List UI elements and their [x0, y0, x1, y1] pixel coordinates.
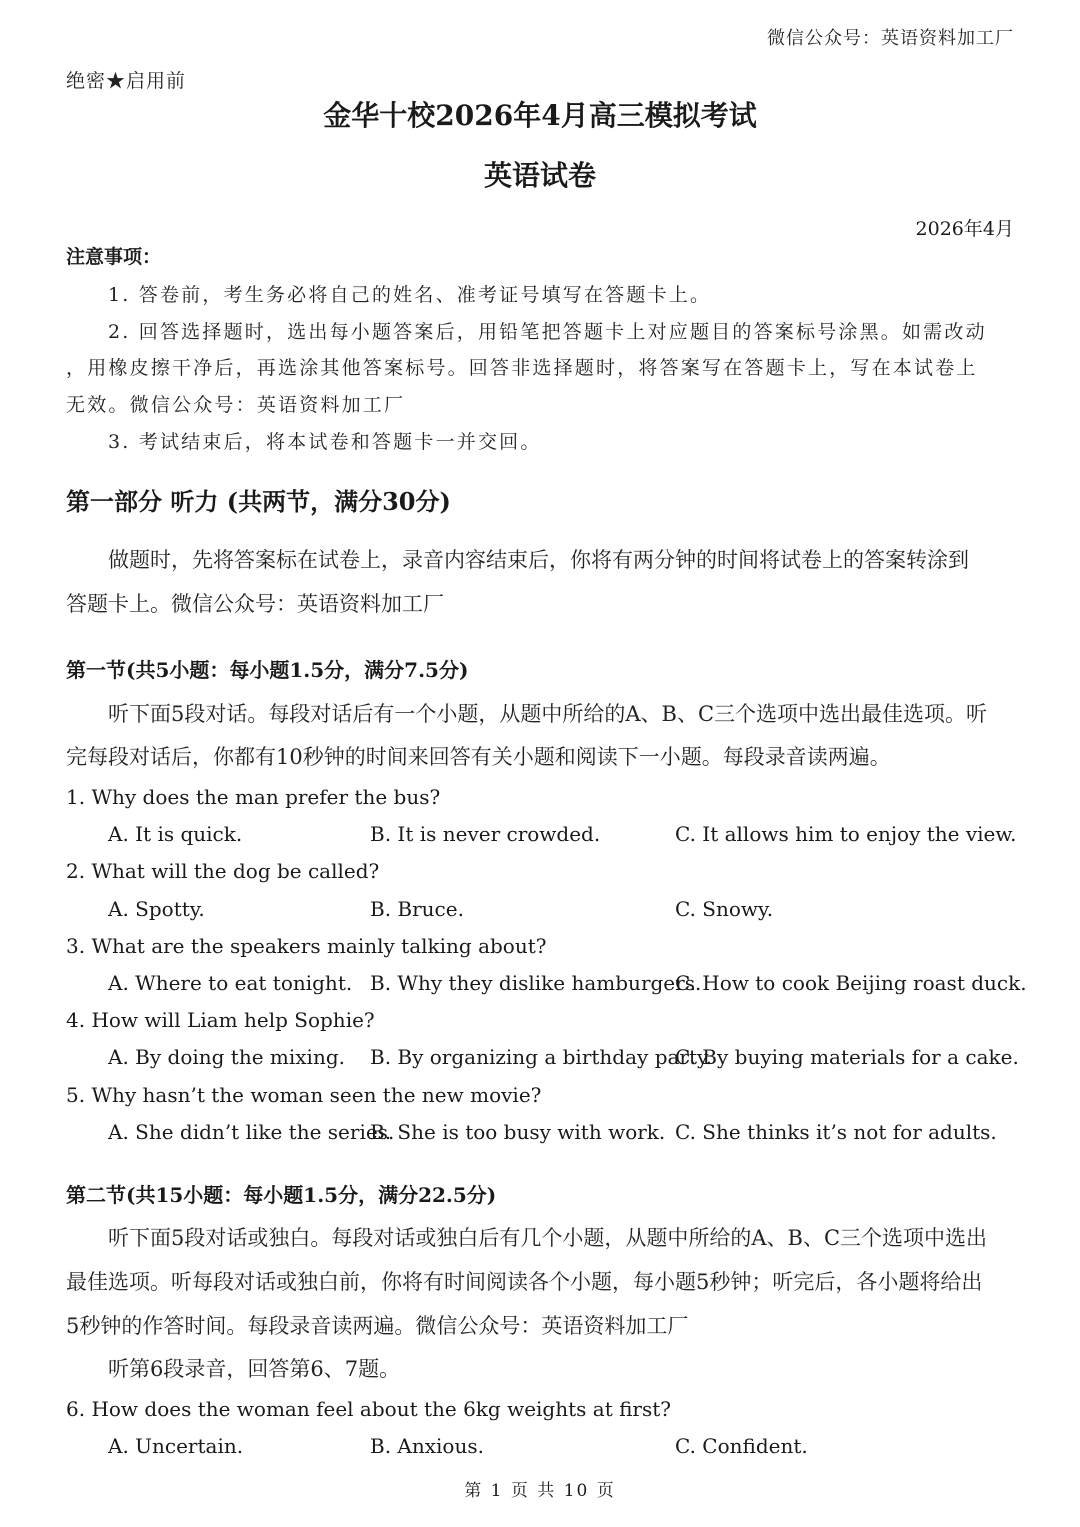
q3-option-c: C. How to cook Beijing roast duck.: [675, 971, 1027, 995]
question-2: 2. What will the dog be called?: [66, 859, 380, 883]
q6-option-c: C. Confident.: [675, 1434, 808, 1458]
q2-option-b: B. Bruce.: [370, 897, 464, 921]
notice-title: 注意事项：: [66, 246, 162, 268]
exam-date: 2026年4月: [915, 218, 1014, 240]
exam-title: 金华十校2026年4月高三模拟考试: [323, 99, 757, 132]
part1-title: 第一部分 听力 (共两节，满分30分): [66, 487, 451, 516]
section2-intro-a: 听下面5段对话或独白。每段对话或独白后有几个小题，从题中所给的A、B、C三个选项中选出: [108, 1226, 988, 1250]
q6-option-b: B. Anxious.: [370, 1434, 484, 1458]
notice-line-2b: ，用橡皮擦干净后，再选涂其他答案标号。回答非选择题时，将答案写在答题卡上，写在本试卷上: [66, 357, 978, 379]
question-4: 4. How will Liam help Sophie?: [66, 1008, 375, 1032]
question-5: 5. Why hasn’t the woman seen the new movie?: [66, 1083, 542, 1107]
q5-option-a: A. She didn’t like the series.: [108, 1120, 395, 1144]
q2-option-a: A. Spotty.: [108, 897, 205, 921]
notice-line-2a: 2. 回答选择题时，选出每小题答案后，用铅笔把答题卡上对应题目的答案标号涂黑。如需改动: [108, 321, 987, 343]
q5-option-c: C. She thinks it’s not for adults.: [675, 1120, 997, 1144]
section1-title: 第一节(共5小题：每小题1.5分，满分7.5分): [66, 658, 469, 682]
wechat-header: 微信公众号：英语资料加工厂: [767, 28, 1014, 49]
q4-option-a: A. By doing the mixing.: [108, 1045, 345, 1069]
q1-option-a: A. It is quick.: [108, 822, 243, 846]
q4-option-c: C. By buying materials for a cake.: [675, 1045, 1019, 1069]
part1-intro-a: 做题时，先将答案标在试卷上，录音内容结束后，你将有两分钟的时间将试卷上的答案转涂到: [108, 548, 969, 572]
notice-line-3: 3. 考试结束后，将本试卷和答题卡一并交回。: [108, 431, 542, 453]
exam-subtitle: 英语试卷: [483, 159, 596, 192]
section2-intro-b: 最佳选项。听每段对话或独白前，你将有时间阅读各个小题，每小题5秒钟；听完后，各小题将给出: [66, 1270, 983, 1294]
q3-option-a: A. Where to eat tonight.: [108, 971, 353, 995]
question-6: 6. How does the woman feel about the 6kg weights at first?: [66, 1397, 672, 1421]
secret-label: 绝密★启用前: [66, 70, 187, 92]
section1-intro-b: 完每段对话后，你都有10秒钟的时间来回答有关小题和阅读下一小题。每段录音读两遍。: [66, 745, 891, 769]
question-3: 3. What are the speakers mainly talking about?: [66, 934, 547, 958]
q3-option-b: B. Why they dislike hamburgers.: [370, 971, 702, 995]
section2-title: 第二节(共15小题：每小题1.5分，满分22.5分): [66, 1183, 497, 1207]
q6-option-a: A. Uncertain.: [108, 1434, 244, 1458]
section2-intro-c: 5秒钟的作答时间。每段录音读两遍。微信公众号：英语资料加工厂: [66, 1314, 689, 1338]
notice-line-2c: 无效。微信公众号：英语资料加工厂: [66, 394, 406, 416]
q1-option-b: B. It is never crowded.: [370, 822, 601, 846]
part1-intro-b: 答题卡上。微信公众号：英语资料加工厂: [66, 592, 444, 616]
question-1: 1. Why does the man prefer the bus?: [66, 785, 441, 809]
q1-option-c: C. It allows him to enjoy the view.: [675, 822, 1017, 846]
page-footer: 第 1 页 共 10 页: [464, 1481, 616, 1501]
notice-line-1: 1. 答卷前，考生务必将自己的姓名、准考证号填写在答题卡上。: [108, 284, 712, 306]
listen-6-instruction: 听第6段录音，回答第6、7题。: [108, 1357, 401, 1381]
q2-option-c: C. Snowy.: [675, 897, 774, 921]
q5-option-b: B. She is too busy with work.: [370, 1120, 666, 1144]
section1-intro-a: 听下面5段对话。每段对话后有一个小题，从题中所给的A、B、C三个选项中选出最佳选项。听: [108, 702, 988, 726]
q4-option-b: B. By organizing a birthday party.: [370, 1045, 713, 1069]
